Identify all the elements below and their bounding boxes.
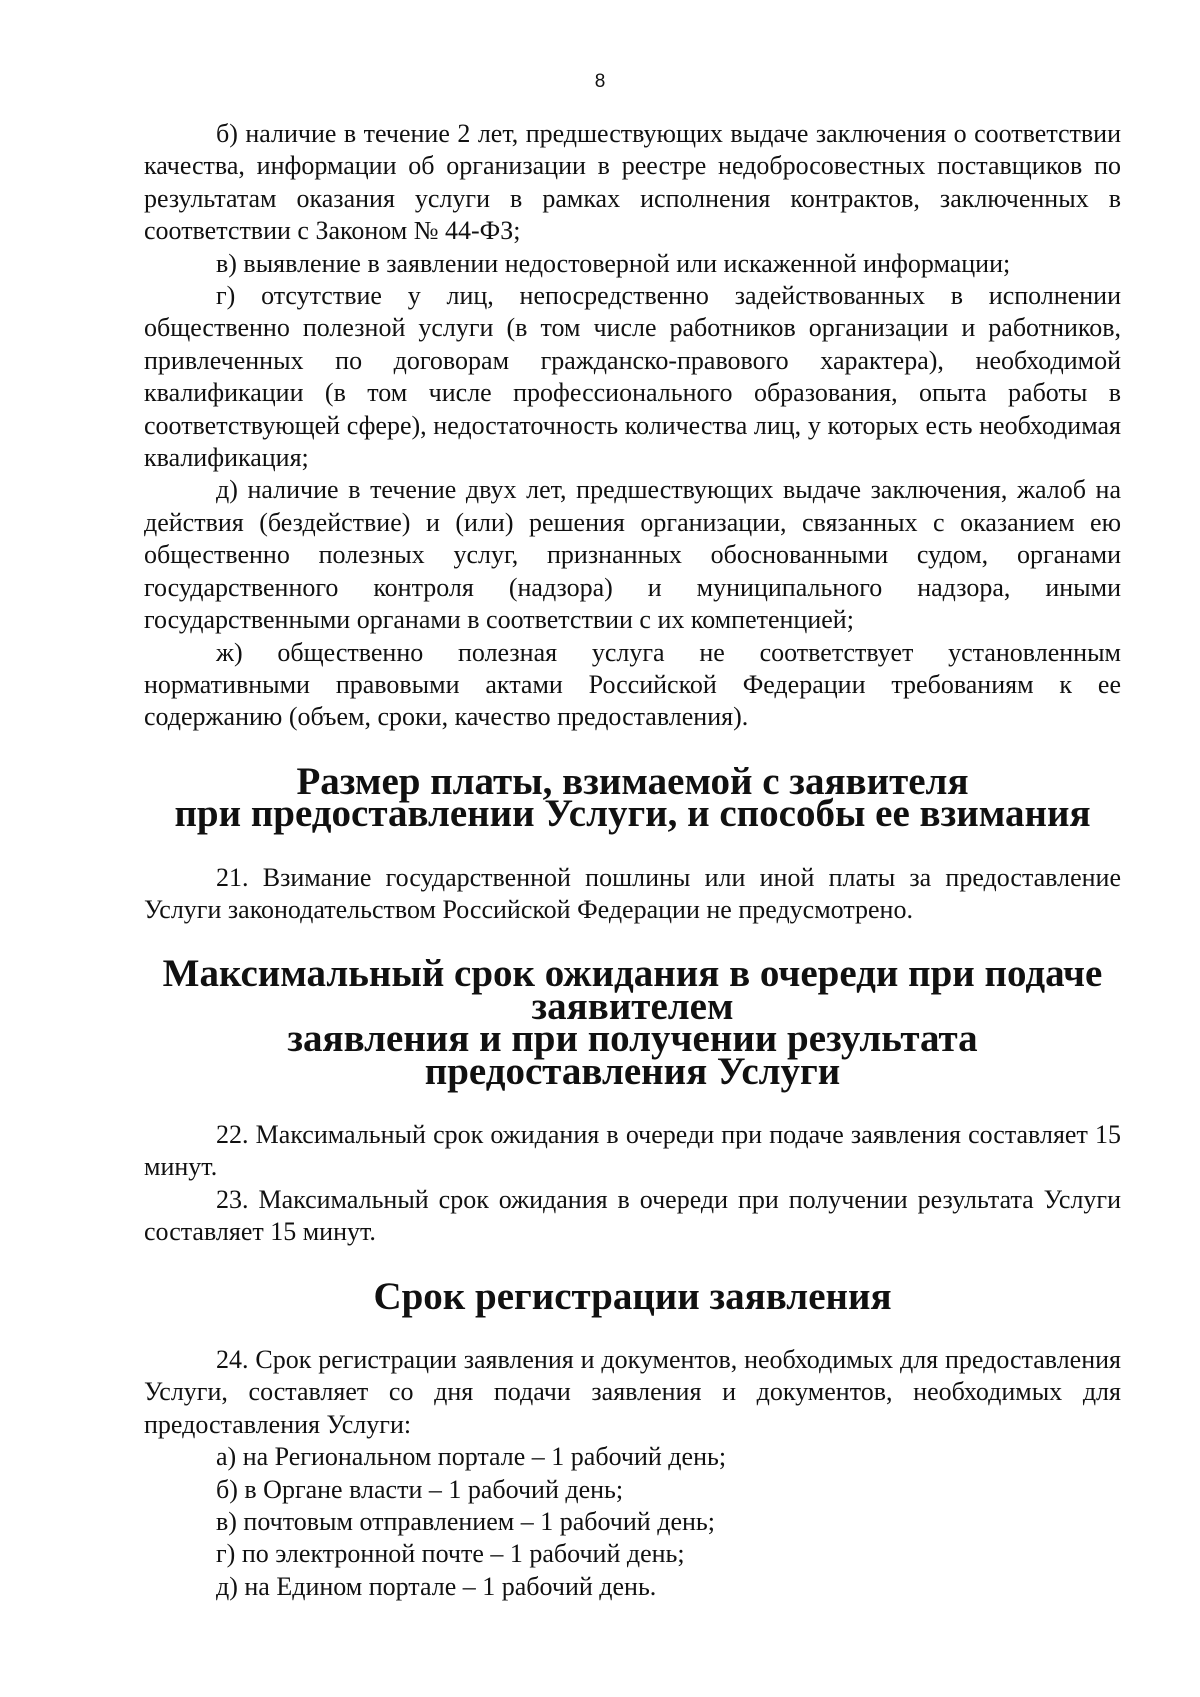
paragraph-22: 22. Максимальный срок ожидания в очереди при подаче заявления составляет 15 минут. (144, 1119, 1121, 1182)
document-body (144, 118, 1121, 1603)
paragraph-23: 23. Максимальный срок ожидания в очереди при получении результата Услуги составляет 15 минут. (144, 1184, 1121, 1247)
paragraph-v-false-information: в) выявление в заявлении недостоверной или искаженной информации; (216, 248, 1011, 278)
heading-queue-line-1: Максимальный срок ожидания в очереди при подаче заявителем (162, 952, 1103, 1028)
heading-registration-line: Срок регистрации заявления (373, 1274, 892, 1318)
heading-fee (144, 759, 1121, 836)
heading-queue-line-2: заявления и при получении результата предоставления Услуги (287, 1017, 978, 1093)
heading-fee-line-1: Размер платы, взимаемой с заявителя (296, 759, 969, 803)
paragraph-zh-nonconformity: ж) общественно полезная услуга не соответствует установленным нормативными правовыми актами Российской Федерации требованиям к ее содержанию (объем, сроки, качество предоставления). (144, 637, 1121, 732)
list-item-regional-portal: а) на Региональном портале – 1 рабочий день; (216, 1442, 727, 1472)
list-item-email: г) по электронной почте – 1 рабочий день; (216, 1539, 685, 1569)
list-item-postal: в) почтовым отправлением – 1 рабочий день; (216, 1507, 715, 1537)
heading-queue (144, 952, 1121, 1093)
heading-fee-line-2: при предоставлении Услуги, и способы ее взимания (174, 792, 1091, 836)
page-number: 8 (594, 71, 606, 92)
paragraph-d-complaints: д) наличие в течение двух лет, предшествующих выдаче заключения, жалоб на действия (бездействие) и (или) решения организации, связанных с оказанием ею общественно полезных услуг, признанных обоснованными судом, органами государственного контроля (надзора) и муниципального надзора, иными государственными органами в соответствии с их компетенцией; (144, 475, 1121, 635)
list-item-unified-portal: д) на Едином портале – 1 рабочий день. (216, 1571, 657, 1601)
list-item-authority: б) в Органе власти – 1 рабочий день; (216, 1474, 624, 1504)
paragraph-g-qualification: г) отсутствие у лиц, непосредственно задействованных в исполнении общественно полезной услуги (в том числе работников организации и работников, привлеченных по договорам гражданско-правового характера), необходимой квалификации (в том числе профессионального образования, опыта работы в соответствующей сфере), недостаточность количества лиц, у которых есть необходимая квалификация; (144, 281, 1121, 473)
paragraph-21: 21. Взимание государственной пошлины или иной платы за предоставление Услуги законодательством Российской Федерации не предусмотрено. (144, 862, 1121, 924)
heading-registration (144, 1274, 1121, 1318)
paragraph-24: 24. Срок регистрации заявления и документов, необходимых для предоставления Услуги, составляет со дня подачи заявления и документов, необходимых для предоставления Услуги: (144, 1345, 1121, 1439)
paragraph-b-unreliable-supplier: б) наличие в течение 2 лет, предшествующих выдаче заключения о соответствии качества, информации об организации в реестре недобросовестных поставщиков по результатам оказания услуги в рамках исполнения контрактов, заключенных в соответствии с Законом № 44-ФЗ; (144, 119, 1121, 246)
